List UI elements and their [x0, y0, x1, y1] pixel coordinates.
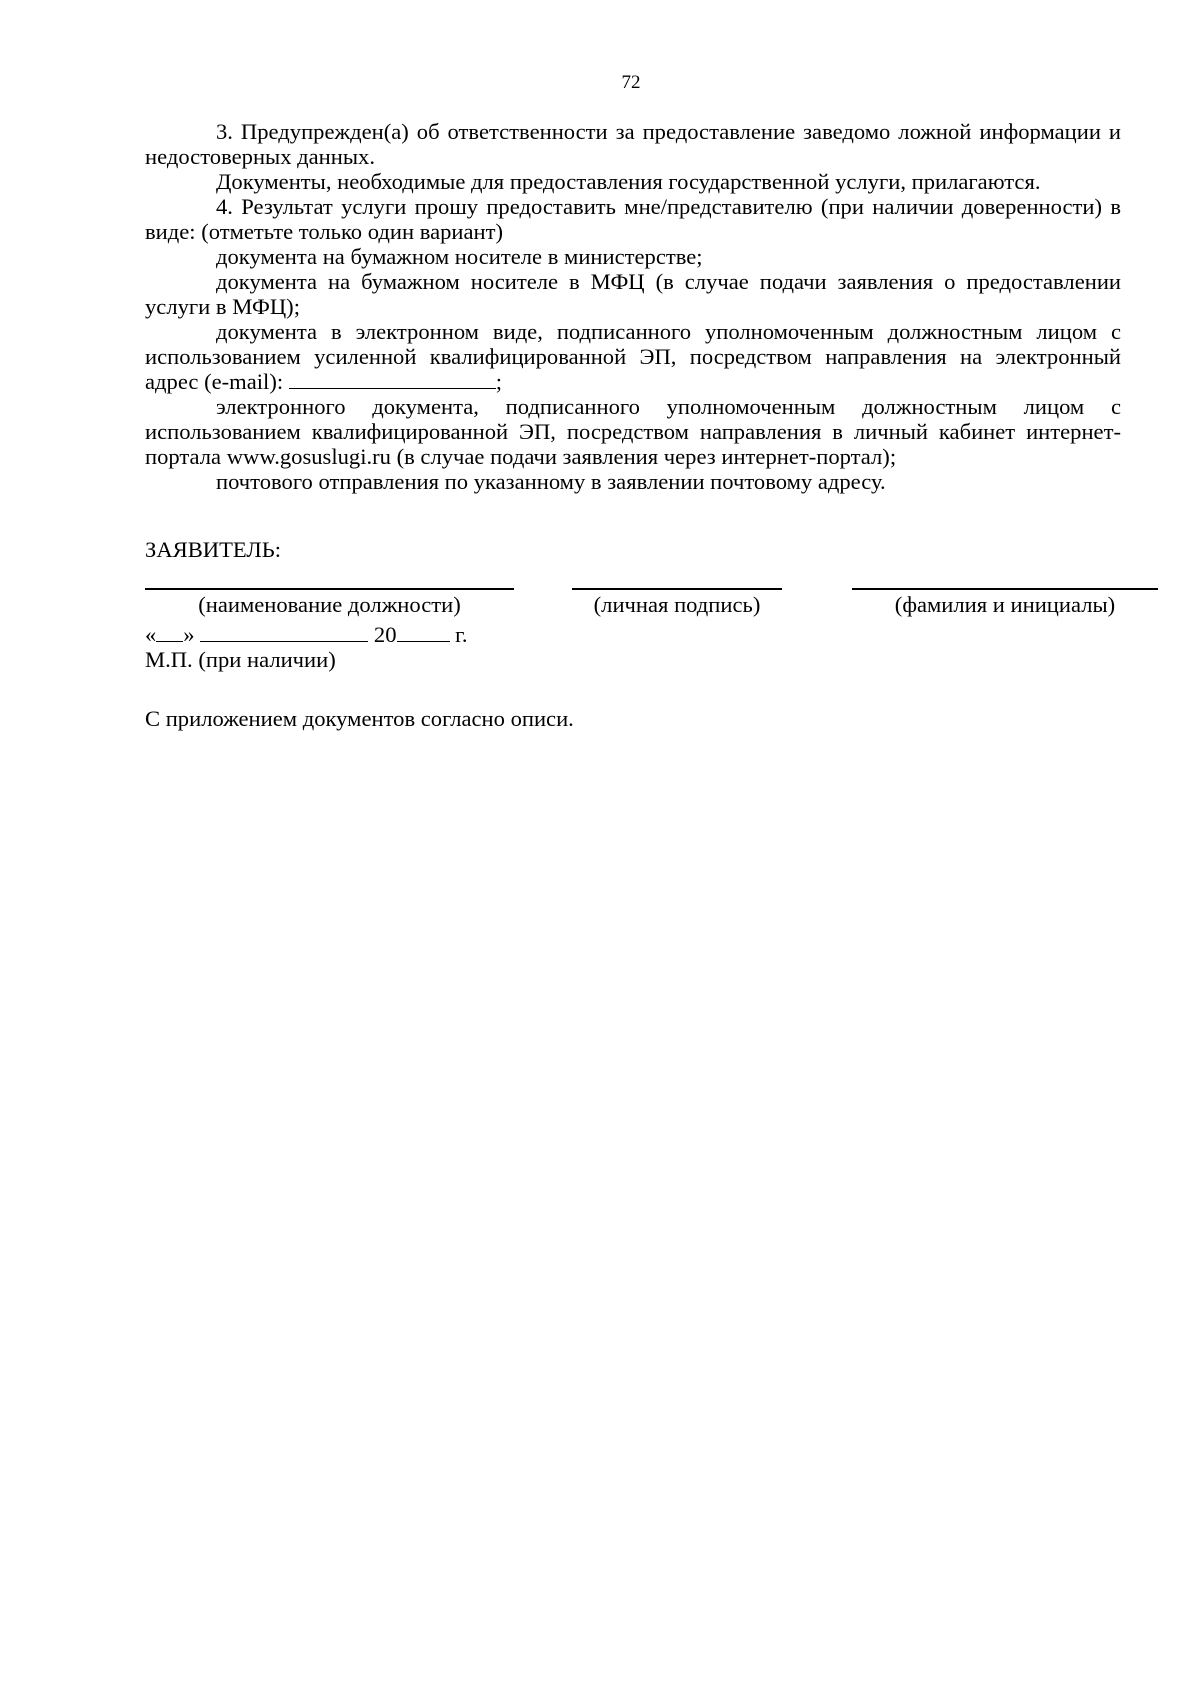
date-close-quote: »	[183, 622, 195, 647]
attachment-note: С приложением документов согласно описи.	[145, 706, 574, 731]
warning-paragraph: 3. Предупрежден(а) об ответственности за предоставление заведомо ложной информации и недостоверных данных.	[145, 119, 1121, 169]
option-personal-cabinet: электронного документа, подписанного уполномоченным должностным лицом с использованием квалифицированной ЭП, посредством направления в личный кабинет интернет-портала www.gosuslugi.ru (в случае подачи заявления через интернет-портал);	[145, 394, 1121, 469]
year-suffix: г.	[455, 622, 468, 647]
year-prefix: 20	[373, 622, 397, 647]
email-blank	[289, 370, 496, 389]
full-name-caption: (фамилия и инициалы)	[894, 592, 1116, 617]
option-paper-ministry: документа на бумажном носителе в министерстве;	[216, 244, 703, 269]
option-electronic-email	[145, 319, 1121, 394]
personal-signature-line	[572, 588, 782, 590]
month-blank	[200, 623, 368, 642]
document-body	[145, 119, 1121, 494]
option-postal: почтового отправления по указанному в заявлении почтовому адресу.	[216, 469, 886, 494]
date-open-quote: «	[145, 622, 157, 647]
day-blank	[156, 623, 183, 642]
full-name-signature-line	[852, 588, 1158, 590]
page-number: 72	[621, 72, 641, 93]
result-delivery-paragraph: 4. Результат услуги прошу предоставить мне/представителю (при наличии доверенности) в виде: (отметьте только один вариант)	[145, 194, 1121, 244]
option-electronic-email-text: документа в электронном виде, подписанного уполномоченным должностным лицом с использованием усиленной квалифицированной ЭП, посредством направления на электронный адрес (e-mail):	[145, 319, 1121, 394]
stamp-note: М.П. (при наличии)	[145, 647, 336, 672]
documents-attached-paragraph: Документы, необходимые для предоставления государственной услуги, прилагаются.	[216, 169, 1041, 194]
signature-caption: (личная подпись)	[593, 592, 761, 617]
position-caption: (наименование должности)	[198, 592, 461, 617]
option-electronic-email-end: ;	[495, 369, 503, 394]
position-signature-line	[145, 588, 514, 590]
year-blank	[397, 623, 450, 642]
applicant-label: ЗАЯВИТЕЛЬ:	[145, 537, 281, 562]
date-line	[145, 622, 468, 647]
option-paper-mfc: документа на бумажном носителе в МФЦ (в случае подачи заявления о предоставлении услуги в МФЦ);	[145, 269, 1121, 319]
